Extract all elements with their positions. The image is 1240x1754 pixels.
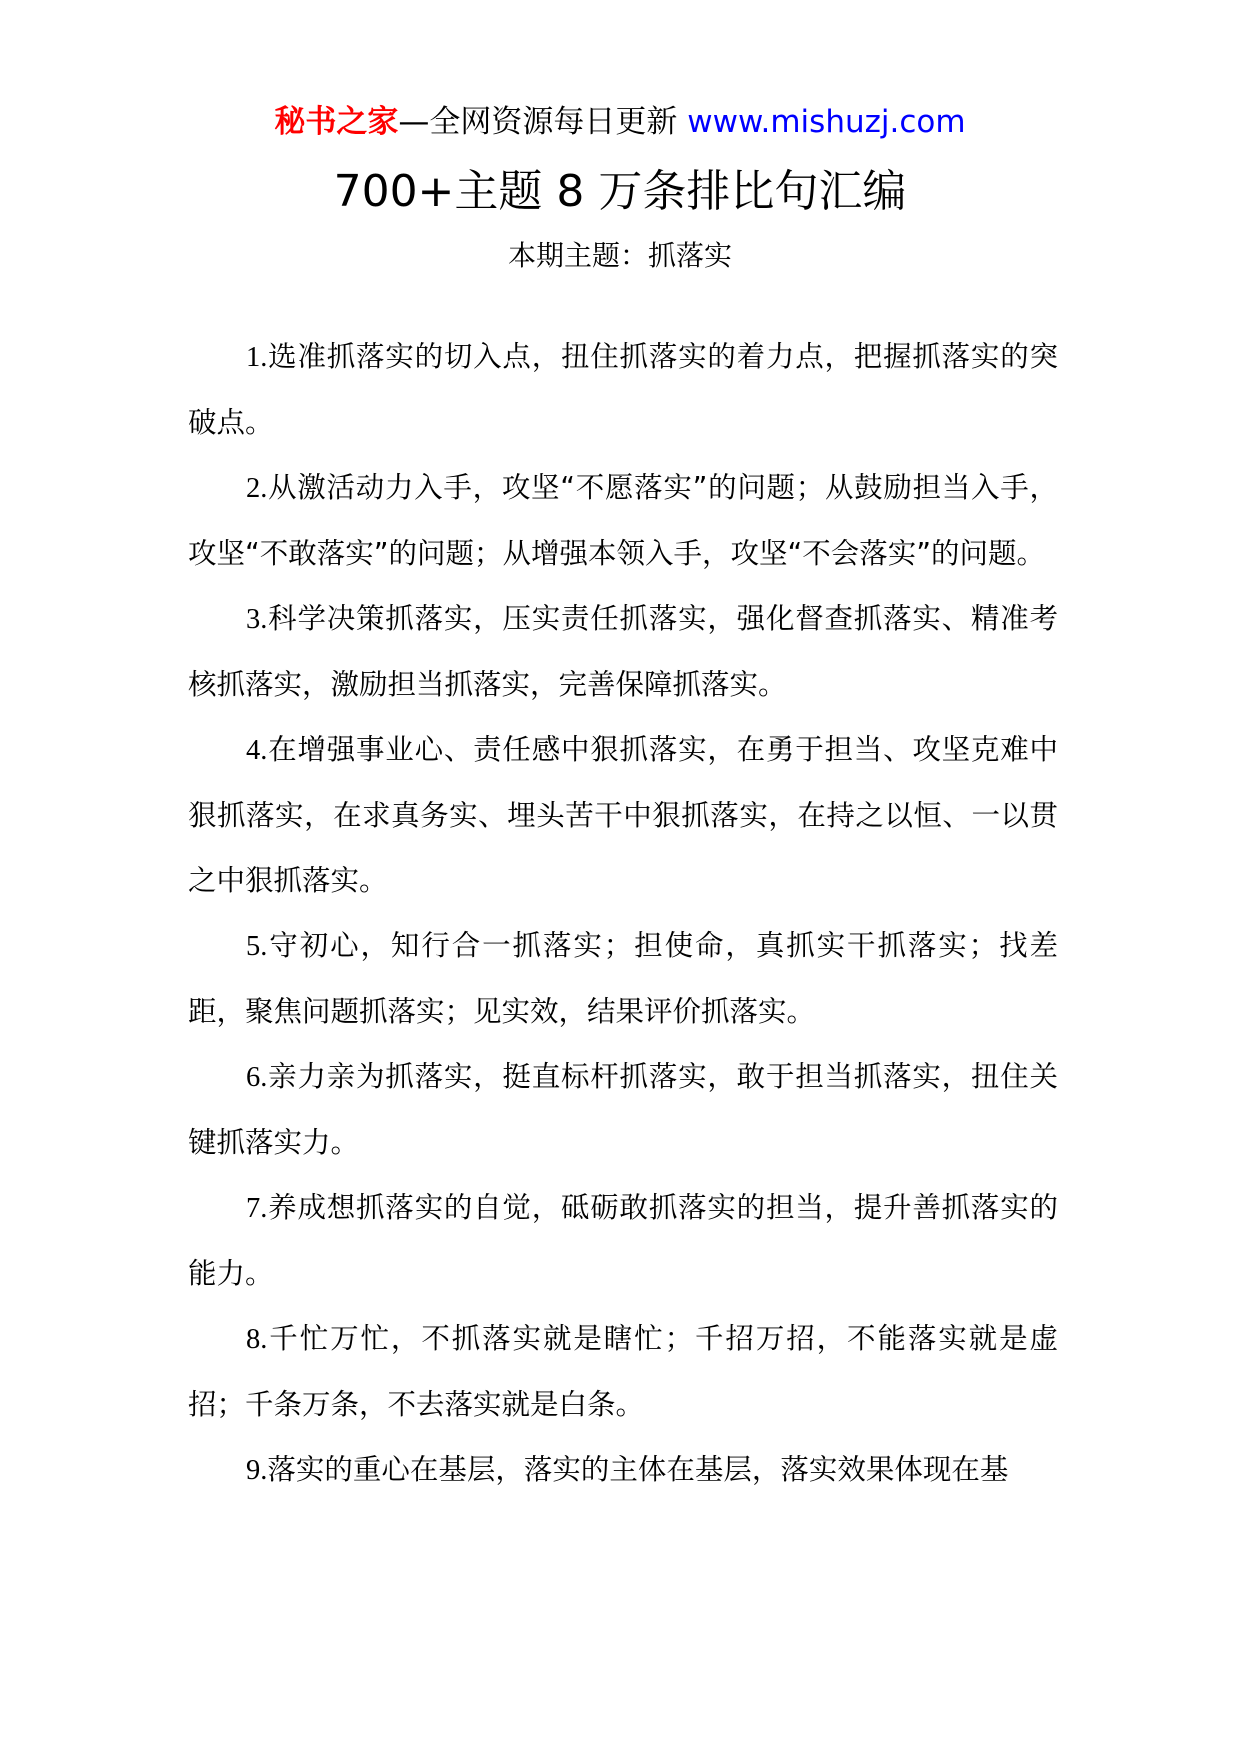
item-text: 千忙万忙，不抓落实就是瞎忙；千招万招，不能落实就是虚招；千条万条，不去落实就是白条。 — [188, 1322, 1058, 1421]
item-text: 养成想抓落实的自觉，砥砺敢抓落实的担当，提升善抓落实的能力。 — [188, 1191, 1058, 1290]
paragraph — [188, 717, 1058, 913]
item-number: 2. — [246, 473, 268, 504]
item-number: 1. — [246, 342, 268, 373]
header-slogan: —全网资源每日更新 — [398, 104, 678, 140]
paragraph — [188, 455, 1058, 586]
paragraph — [188, 1044, 1058, 1175]
brand-name: 秘书之家 — [274, 104, 399, 140]
item-number: 4. — [246, 735, 268, 766]
paragraph — [188, 1306, 1058, 1437]
item-text: 落实的重心在基层，落实的主体在基层，落实效果体现在基 — [267, 1453, 1009, 1486]
item-number: 7. — [246, 1193, 268, 1224]
item-number: 5. — [246, 931, 268, 962]
document-title: 700+主题 8 万条排比句汇编 — [333, 166, 907, 217]
item-number: 8. — [246, 1324, 268, 1355]
site-header — [0, 100, 1240, 144]
item-text: 从激活动力入手，攻坚“不愿落实”的问题；从鼓励担当入手，攻坚“不敢落实”的问题；从增强本领入手，攻坚“不会落实”的问题。 — [188, 471, 1058, 570]
item-text: 守初心，知行合一抓落实；担使命，真抓实干抓落实；找差距，聚焦问题抓落实；见实效，结果评价抓落实。 — [188, 929, 1058, 1028]
item-text: 科学决策抓落实，压实责任抓落实，强化督查抓落实、精准考核抓落实，激励担当抓落实，完善保障抓落实。 — [188, 602, 1058, 701]
site-url-link[interactable]: www.mishuzj.com — [687, 104, 966, 140]
item-text: 在增强事业心、责任感中狠抓落实，在勇于担当、攻坚克难中狠抓落实，在求真务实、埋头苦干中狠抓落实，在持之以恒、一以贯之中狠抓落实。 — [188, 733, 1058, 897]
paragraph — [188, 1437, 1058, 1503]
item-number: 6. — [246, 1062, 268, 1093]
paragraph — [188, 1175, 1058, 1306]
item-number: 3. — [246, 604, 268, 635]
paragraph — [188, 586, 1058, 717]
document-subtitle: 本期主题：抓落实 — [507, 239, 732, 272]
item-text: 选准抓落实的切入点，扭住抓落实的着力点，把握抓落实的突破点。 — [188, 340, 1058, 439]
item-number: 9. — [246, 1455, 268, 1486]
paragraph — [188, 913, 1058, 1044]
item-text: 亲力亲为抓落实，挺直标杆抓落实，敢于担当抓落实，扭住关键抓落实力。 — [188, 1060, 1058, 1159]
paragraph — [188, 324, 1058, 455]
document-body — [188, 324, 1058, 1503]
